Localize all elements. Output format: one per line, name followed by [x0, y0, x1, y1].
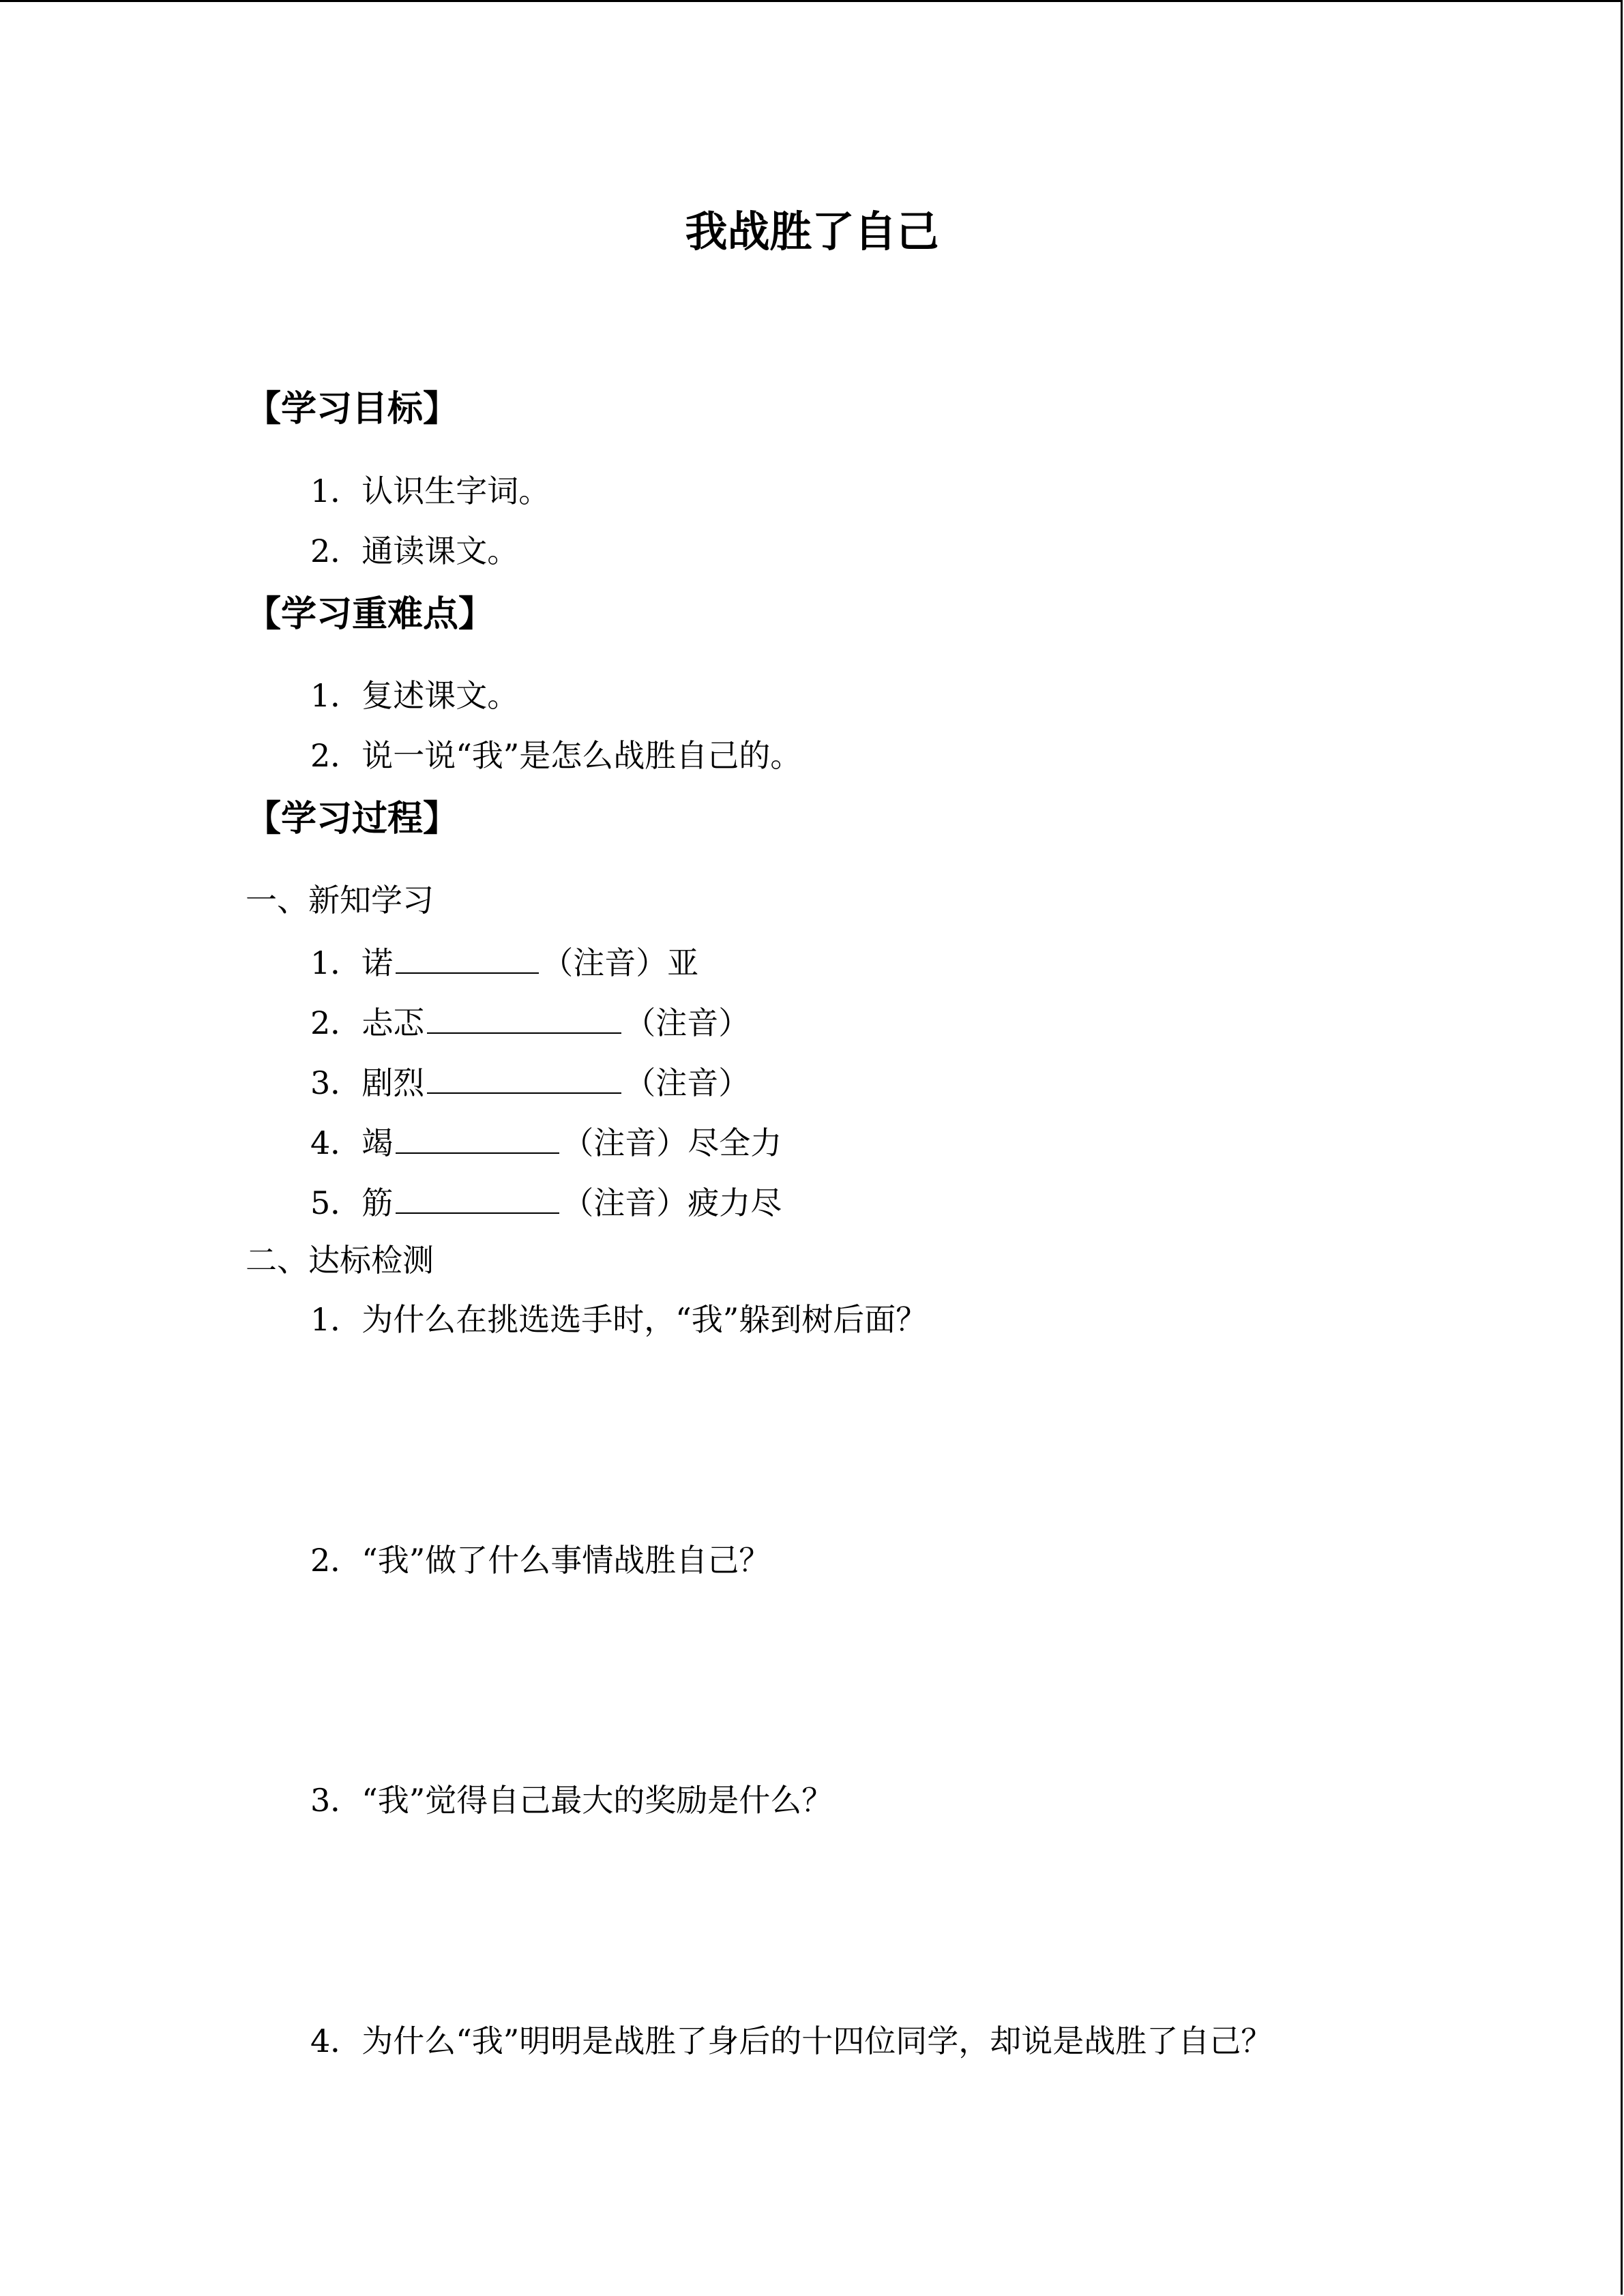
question-2: 2．“我”做了什么事情战胜自己？	[310, 1542, 771, 1579]
pinyin-item-suffix: （注音）尽全力	[562, 1124, 782, 1161]
part1-title: 一、新知学习	[246, 882, 434, 919]
question-3: 3．“我”觉得自己最大的奖励是什么？	[310, 1782, 833, 1819]
pinyin-item-number: 4．	[310, 1124, 362, 1161]
heading-learning-goals: 【学习目标】	[246, 389, 459, 430]
pinyin-item-3	[310, 1060, 750, 1103]
pinyin-item-word: 诺	[361, 944, 394, 981]
document-title: 我战胜了自己	[685, 207, 939, 256]
pinyin-item-number: 2．	[310, 1004, 362, 1041]
pinyin-item-word: 忐忑	[361, 1004, 425, 1041]
question-4: 4．为什么“我”明明是战胜了身后的十四位同学，却说是战胜了自己？	[310, 2023, 1273, 2059]
pinyin-item-suffix: （注音）	[624, 1004, 750, 1041]
pinyin-item-1	[310, 940, 698, 983]
question-1: 1．为什么在挑选选手时，“我”躲到树后面？	[310, 1301, 928, 1338]
heading-learning-process: 【学习过程】	[246, 799, 459, 839]
pinyin-blank[interactable]	[396, 940, 539, 974]
pinyin-blank[interactable]	[427, 1000, 621, 1034]
goal-item-1: 1．认识生字词。	[310, 473, 550, 509]
pinyin-blank[interactable]	[427, 1060, 621, 1094]
pinyin-blank[interactable]	[396, 1120, 559, 1154]
pinyin-item-2	[310, 1000, 750, 1043]
pinyin-item-number: 3．	[310, 1064, 362, 1101]
pinyin-blank[interactable]	[396, 1180, 559, 1214]
pinyin-item-word: 剧烈	[361, 1064, 425, 1101]
goal-item-2: 2．通读课文。	[310, 533, 519, 569]
part2-title: 二、达标检测	[246, 1242, 434, 1279]
pinyin-item-number: 1．	[310, 944, 362, 981]
pinyin-item-number: 5．	[310, 1184, 362, 1221]
pinyin-item-suffix: （注音）亚	[542, 944, 699, 981]
pinyin-item-suffix: （注音）疲力尽	[562, 1184, 782, 1221]
pinyin-item-suffix: （注音）	[624, 1064, 750, 1101]
key-point-item-2: 2．说一说“我”是怎么战胜自己的。	[310, 737, 802, 774]
pinyin-item-5	[310, 1180, 782, 1223]
pinyin-item-word: 竭	[361, 1124, 394, 1161]
key-point-item-1: 1．复述课文。	[310, 677, 519, 714]
pinyin-item-word: 筋	[361, 1184, 394, 1221]
pinyin-item-4	[310, 1120, 782, 1163]
heading-key-points: 【学习重难点】	[246, 594, 494, 635]
